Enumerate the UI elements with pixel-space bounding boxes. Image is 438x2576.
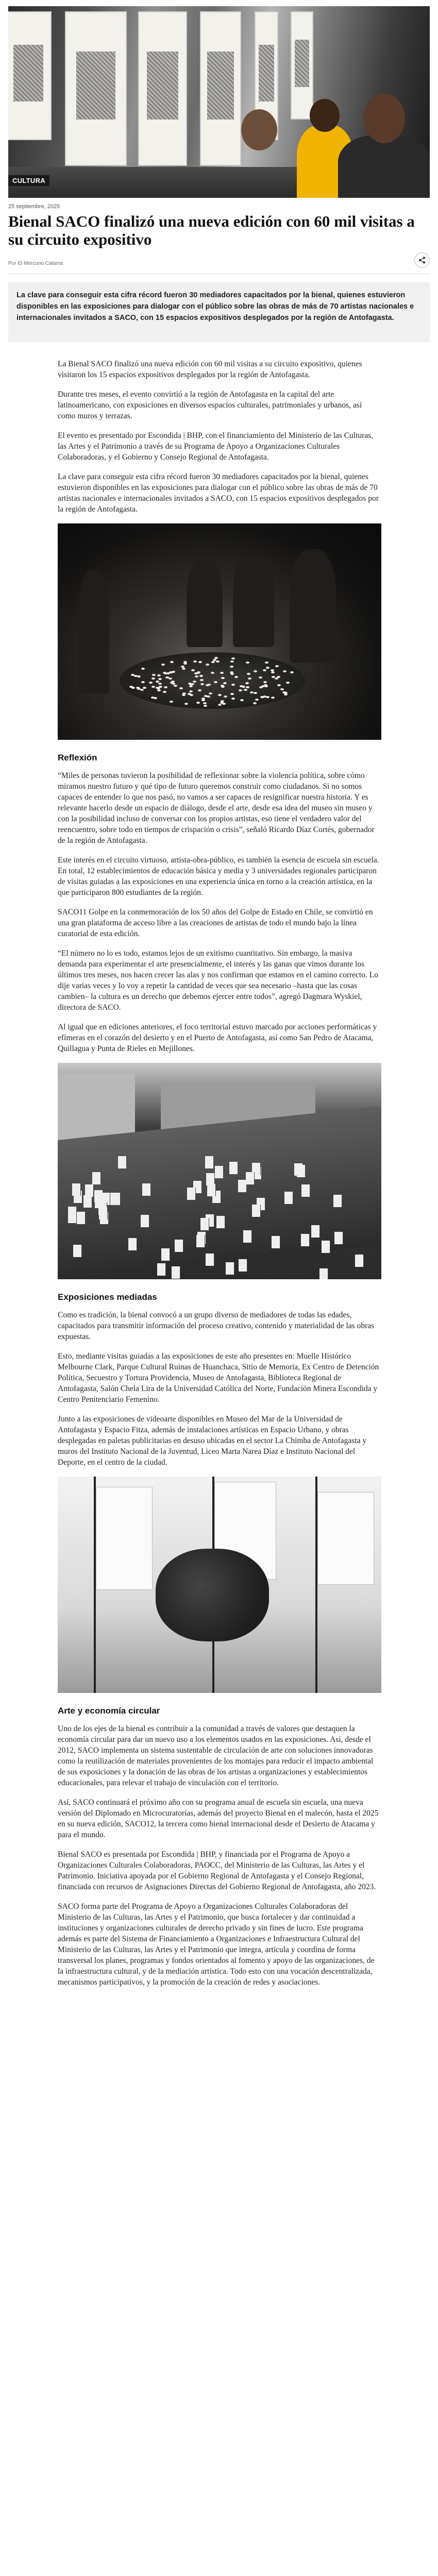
visitor-figure <box>233 554 274 647</box>
flag <box>252 1205 260 1217</box>
light-dot <box>137 688 141 690</box>
flag <box>246 1172 254 1184</box>
light-dot <box>149 682 153 684</box>
paragraph: SACO11 Golpe en la conmemoración de los 50 años del Golpe de Estado en Chile, se convirtió en una gran plataforma de acceso libre a las creaciones de artistas de todo el mundo bajo la línea curatorial de esta edición. <box>58 908 373 938</box>
light-dot <box>261 696 264 698</box>
paragraph: SACO forma parte del Programa de Apoyo a Organizaciones Culturales Colaboradoras del Ministerio de las Culturas, las Artes y el Patrimonio, que busca fortalecer y dar continuidad a instituciones y organizaciones culturales de derecho privado y sin fines de lucro. Este programa además es parte del Sistema de Financiamiento a Organizaciones e Infraestructura Cultural del Ministerio de las Culturas, las Artes y el Patrimonio que integra, articula y coordina de forma transversal los planes, programas y fondos orientados al fomento y apoyo de las organizaciones, de la infraestructura cultural, y de la mediación artística. Todo esto con una vocación descentralizada, mecanismos participativos, y la promoción de la creación de redes y asociaciones. <box>58 1902 375 1987</box>
light-dot <box>211 661 215 663</box>
light-dot <box>211 672 214 674</box>
share-button[interactable] <box>414 252 430 268</box>
flag <box>73 1245 81 1257</box>
artwork-panel <box>138 11 187 166</box>
flag <box>301 1184 310 1197</box>
flag <box>319 1268 328 1279</box>
visitor-figure <box>290 549 336 663</box>
article-photo <box>58 1477 381 1693</box>
light-dot <box>266 667 269 669</box>
flag <box>172 1266 180 1279</box>
light-dot <box>151 677 155 680</box>
paragraph: Junto a las exposiciones de videoarte disponibles en Museo del Mar de la Universidad de Antofagasta y Espacio Fitza, además de instalaciones artísticas en Espacio Urbano, y obras desplegadas en paletas publicitarias en desuso ubicadas en el sector La Chimba de Antofagasta y muros del Instituto Nacional de la Juventud, Liceo Marta Narea Díaz e Instituto Nacional del Deporte, en el centro de la ciudad. <box>58 1415 367 1467</box>
light-dot <box>214 681 217 683</box>
artwork-panel <box>65 11 127 166</box>
flag <box>216 1216 225 1228</box>
paragraph: La Bienal SACO finalizó una nueva edición con 60 mil visitas a su circuito expositivo, quienes visitaron los 15 espacios expositivos desplegados por la región de Antofagasta. <box>58 360 362 379</box>
light-dot <box>255 699 259 701</box>
light-dot <box>182 694 186 696</box>
paragraph: Este interés en el circuito virtuoso, artista-obra-público, es también la esencia de escuela sin escuela. En total, 12 establecimientos de educación básica y media y 3 universidades regionales participaron de visitas guiadas a las exposiciones en una experiencia única en torno a la creación artística, en la que participaron 800 estudiantes de la región. <box>58 856 379 897</box>
light-dot <box>230 660 234 663</box>
flag <box>215 1166 223 1178</box>
visitor-figure <box>364 94 405 143</box>
flag <box>128 1238 137 1250</box>
flag-banner <box>317 1492 374 1585</box>
light-dot <box>174 685 177 687</box>
light-dot <box>151 686 155 688</box>
flag <box>243 1230 251 1243</box>
paragraph: Bienal SACO es presentada por Escondida | BHP, y financiada por el Programa de Apoyo a Organizaciones Culturales Colaboradoras, PAOCC, del Ministerio de las Culturas, las Artes y el Patrimonio. Iniciativa apoyada por el Gobierno Regional de Antofagasta y el Consejo Regional, financiada con recursos de Asignaciones Directas del Gobierno Regional de Antofagasta, año 2023. <box>58 1850 376 1891</box>
light-dot <box>275 665 279 667</box>
light-dot <box>206 684 209 686</box>
light-dot <box>218 704 222 706</box>
hero-image <box>8 6 430 198</box>
visitor-figure <box>310 99 340 132</box>
paragraph: Esto, mediante visitas guiadas a las exposiciones de este año presentes en: Muelle Histórico Melbourne Clark, Parque Cultural Ruinas de Huanchaca, Sitio de Memoria, Ex Centro de Detención Política, Secuestro y Tortura Providencia, Museo de Antofagasta, Biblioteca Regional de Antofagasta, Salón Chela Lira de la Universidad Católica del Norte, Fundación Minera Escondida y Centro Penitenciario Femenino. <box>58 1352 379 1404</box>
raised-hands <box>156 1549 269 1641</box>
light-dot <box>254 670 257 672</box>
share-icon <box>418 257 426 264</box>
article-lead: La clave para conseguir esta cifra récord fueron 30 mediadores capacitados por la bienal, quienes estuvieron disponibles en las exposiciones para dialogar con el público sobre las obras de más de 70 artistas nacionales e internacionales invitados a SACO, con 15 espacios expositivos desplegados por la región de Antofagasta. <box>8 282 430 342</box>
light-dot <box>218 694 222 696</box>
light-dot <box>244 689 247 691</box>
light-dot <box>203 702 207 704</box>
article-title: Bienal SACO finalizó una nueva edición con 60 mil visitas a su circuito expositivo <box>8 212 415 248</box>
light-dot <box>214 657 218 659</box>
light-dot <box>179 687 183 689</box>
flag <box>112 1193 120 1205</box>
flag <box>157 1263 165 1276</box>
flag <box>334 1232 343 1244</box>
flag <box>196 1235 205 1247</box>
flag <box>118 1156 126 1168</box>
flag <box>355 1255 363 1267</box>
flag-banner <box>96 1487 153 1590</box>
paragraph: Al igual que en ediciones anteriores, el foco territorial estuvo marcado por acciones performáticas y efímeras en el corazón del desierto y en el Puerto de Antofagasta, así como San Pedro de Atacama, Quillagua y Punta de Rieles en Mejillones. <box>58 1023 377 1053</box>
flag <box>272 1236 280 1248</box>
light-dot <box>163 672 166 674</box>
flag <box>142 1183 150 1196</box>
light-dot <box>157 674 161 676</box>
light-dot <box>159 686 162 688</box>
artwork-panel <box>200 11 241 166</box>
flag <box>239 1259 247 1272</box>
flag <box>284 1192 293 1204</box>
light-dot <box>163 691 166 693</box>
article-body <box>58 359 381 1996</box>
flag <box>301 1234 309 1246</box>
light-dot <box>131 674 134 676</box>
light-dot <box>164 686 167 688</box>
flag <box>68 1207 76 1219</box>
light-dot <box>199 675 203 677</box>
paragraph: Como es tradición, la bienal convocó a un grupo diverso de mediadores de todas las edades, capacitados para transmitir información del proceso creativo, contenido y materialidad de las obras expuestas. <box>58 1311 375 1341</box>
flag <box>175 1240 183 1252</box>
flag <box>297 1165 305 1177</box>
flag <box>77 1212 85 1224</box>
article-photo <box>58 523 381 740</box>
paragraph: “Miles de personas tuvieron la posibilidad de reflexionar sobre la violencia política, sobre cómo miramos nuestro futuro y qué tipo de futuro queremos construir como ciudadanos. Si no somos capaces de entender lo que nos pasó, no vamos a ser capaces de resignificar nuestra historia. Y es relevante hacerlo desde un espacio de diálogo, desde el arte, desde esa idea del museo sin museo y con la posibilidad incluso de conversar con los propios artistas, eso tiene el verdadero valor del reencuentro, sobre todo en tiempos de crispación o crisis”, señaló Ricardo Díaz Cortés, gobernador de la región de Antofagasta. <box>58 771 375 845</box>
paragraph: El evento es presentado por Escondida | BHP, con el financiamiento del Ministerio de las Culturas, las Artes y el Patrimonio a través de su Programa de Apoyo a Organizaciones Culturales Colaboradoras, y el Gobierno y Consejo Regional de Antofagasta. <box>58 431 374 462</box>
light-dot <box>221 700 224 702</box>
light-dot <box>154 697 157 699</box>
light-dot <box>221 685 224 687</box>
flag <box>311 1225 319 1238</box>
visitor-figure <box>338 135 430 198</box>
light-dot <box>141 681 145 683</box>
flag <box>72 1183 80 1196</box>
article-photo <box>58 1063 381 1279</box>
paragraph: Así, SACO continuará el próximo año con su programa anual de escuela sin escuela, una nueva versión del Diplomado en Microcuratorías, además del proyecto Bienal en el malecón, hasta el 2025 en su nueva edición, SACO12, la tercera como bienal internacional desde el Desierto de Atacama y para el mundo. <box>58 1798 379 1839</box>
paragraph: La clave para conseguir esta cifra récord fueron 30 mediadores capacitados por la bienal, quienes estuvieron disponibles en las exposiciones para dialogar con el público sobre las obras de más de 70 artistas nacionales e internacionales invitados a SACO, con 15 espacios expositivos desplegados por la región de Antofagasta. <box>58 472 379 514</box>
visitor-figure <box>187 560 223 647</box>
paragraph: Uno de los ejes de la bienal es contribuir a la comunidad a través de valores que destaquen la economía circular para dar un nuevo uso a los elementos usados en las exposiciones. Así, desde el 2012, SACO implementa un sistema sustentable de circulación de arte con soluciones innovadoras como la reutilización de materiales provenientes de los montajes para reducir el impacto ambiental de sus exposiciones y la donación de las obras de los artistas a organizaciones y establecimientos educacionales, para relevar el trabajo de vinculación con el territorio. <box>58 1724 374 1787</box>
light-dot <box>161 664 165 666</box>
light-dot <box>195 675 198 677</box>
flag <box>207 1184 215 1196</box>
section-heading: Arte y economía circular <box>58 1706 160 1716</box>
flag <box>187 1188 195 1200</box>
category-tag[interactable]: CULTURA <box>8 175 49 186</box>
light-dot <box>191 669 195 671</box>
section-heading: Reflexión <box>58 753 97 762</box>
light-dot <box>206 664 209 666</box>
flag <box>226 1262 234 1275</box>
flag <box>238 1180 246 1192</box>
light-dot <box>189 683 193 685</box>
flag <box>141 1215 149 1227</box>
flag <box>92 1172 100 1184</box>
paragraph: Durante tres meses, el evento convirtió a la región de Antofagasta en la capital del arte latinoamericano, con exposiciones en diversos espacios culturales, patrimoniales y urbanos, así como muros y terrazas. <box>58 390 362 420</box>
flag <box>229 1162 238 1174</box>
light-dot <box>240 699 244 701</box>
flag <box>83 1195 92 1208</box>
light-dot <box>263 669 266 671</box>
light-dot <box>213 659 216 661</box>
light-dot <box>254 692 257 694</box>
flag <box>85 1184 93 1197</box>
light-dot <box>204 705 207 707</box>
flag <box>200 1218 209 1230</box>
visitor-figure <box>241 109 277 150</box>
light-dot <box>158 678 162 680</box>
section-heading: Exposiciones mediadas <box>58 1292 157 1302</box>
light-dot <box>234 676 238 678</box>
flag <box>206 1253 214 1266</box>
byline: Por El Mercurio Calama <box>8 261 63 266</box>
flag <box>161 1248 170 1261</box>
flag <box>99 1207 107 1219</box>
visitor-figure <box>78 570 109 693</box>
artwork-panel <box>291 11 313 120</box>
light-dot <box>245 682 249 684</box>
light-dot <box>277 684 281 686</box>
light-dot <box>264 684 267 686</box>
paragraph: “El número no lo es todo, estamos lejos de un exitismo cuantitativo. Sin embargo, la masiva demanda para experimentar el arte presencialmente, el interés y las ganas que vimos durante los últimos tres meses, nos hacen crecer las alas y nos confirman que estamos en el camino correcto. Lo dije varias veces y lo voy a repetir la cantidad de veces que sea necesario –hasta que las cosas cambien– la cultura es un derecho que debemos ejercer entre todos”, agregó Dagmara Wyskiel, directora de SACO. <box>58 949 378 1012</box>
light-dot <box>129 686 133 688</box>
flag <box>333 1195 342 1207</box>
flag <box>322 1241 330 1253</box>
flag <box>205 1156 213 1168</box>
light-dot <box>156 681 159 683</box>
artwork-panel <box>8 11 52 140</box>
light-dot <box>271 671 275 673</box>
light-dot <box>253 702 257 704</box>
light-dot <box>283 691 287 693</box>
publish-date: 25 septiembre, 2025 <box>8 204 60 210</box>
